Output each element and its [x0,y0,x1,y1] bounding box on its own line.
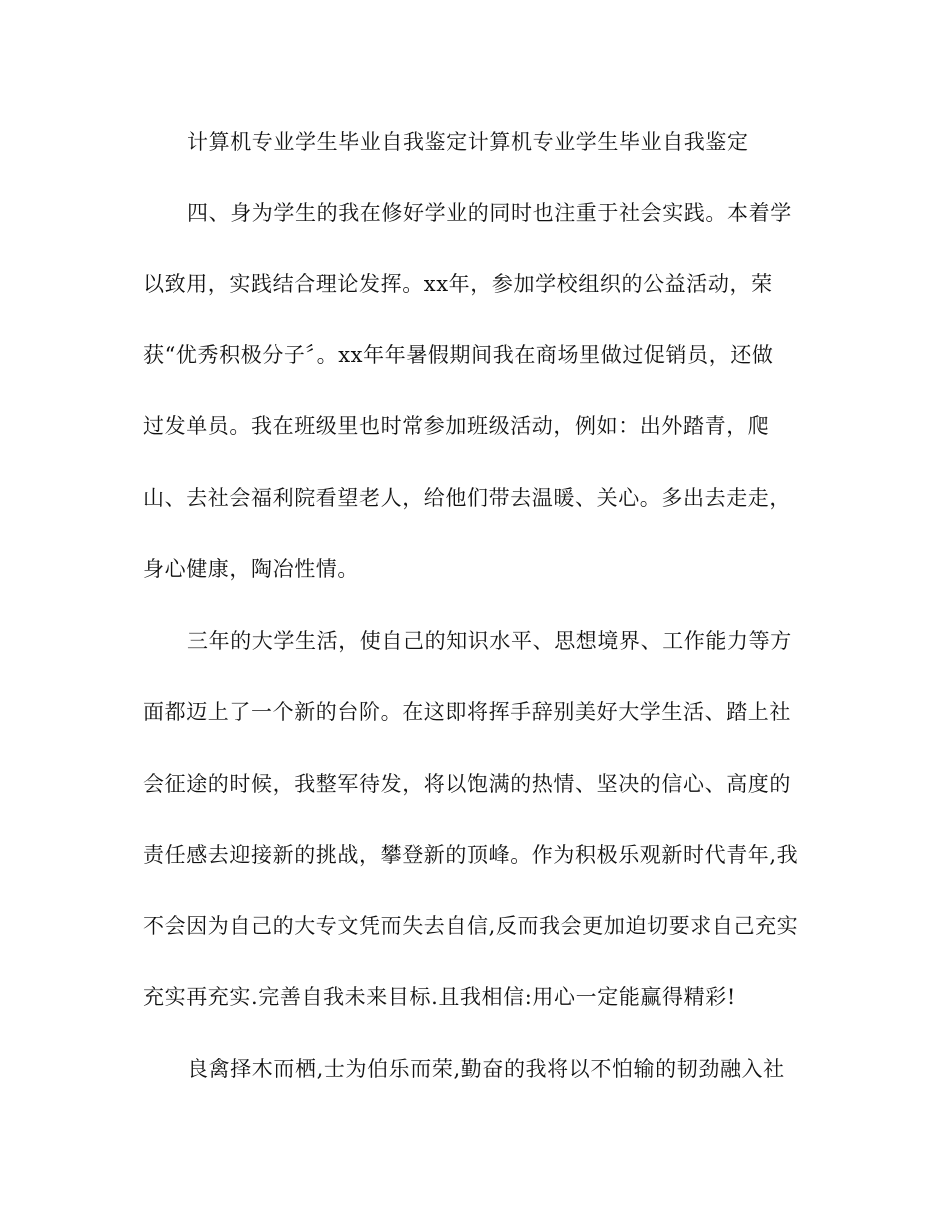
paragraph-line: 以致用，实践结合理论发挥。xx年，参加学校组织的公益活动，荣 [143,272,773,296]
paragraph-line: 三年的大学生活，使自己的知识水平、思想境界、工作能力等方 [187,629,792,653]
paragraph-line: 获“优秀积极分子〞。xx年年暑假期间我在商场里做过促销员，还做 [143,343,774,367]
paragraph-line: 过发单员。我在班级里也时常参加班级活动，例如：出外踏青，爬 [143,414,770,438]
paragraph-line: 身心健康，陶冶性情。 [143,557,359,581]
document-title: 计算机专业学生毕业自我鉴定计算机专业学生毕业自我鉴定 [187,130,749,154]
paragraph-line: 会征途的时候，我整军待发，将以饱满的热情、坚决的信心、高度的 [143,772,791,796]
paragraph-line: 山、去社会福利院看望老人，给他们带去温暖、关心。多出去走走， [143,486,791,510]
paragraph-line: 责任感去迎接新的挑战，攀登新的顶峰。作为积极乐观新时代青年,我 [143,843,799,867]
paragraph-line: 四、身为学生的我在修好学业的同时也注重于社会实践。本着学 [187,201,792,225]
paragraph-line: 不会因为自己的大专文凭而失去自信,反而我会更加迫切要求自己充实 [143,914,799,938]
paragraph-line: 充实再充实.完善自我未来目标.且我相信:用心一定能赢得精彩! [143,985,736,1009]
paragraph-line: 良禽择木而栖,士为伯乐而荣,勤奋的我将以不怕输的韧劲融入社 [187,1057,785,1081]
paragraph-line: 面都迈上了一个新的台阶。在这即将挥手辞别美好大学生活、踏上社 [143,700,791,724]
